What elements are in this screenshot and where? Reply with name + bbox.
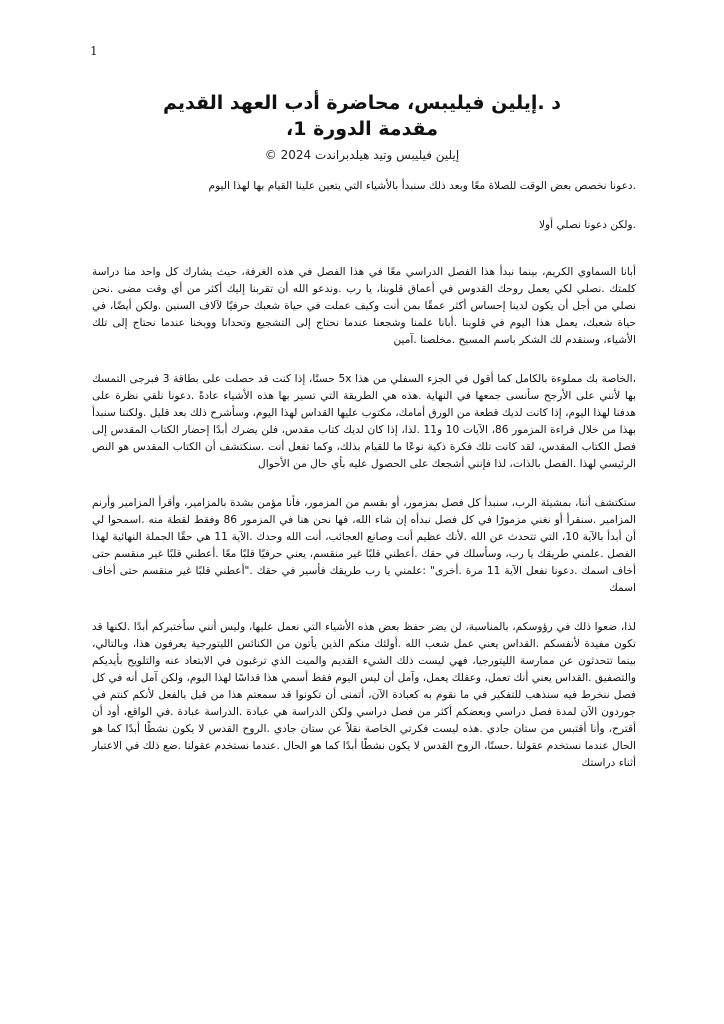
page-number: 1 xyxy=(90,44,98,58)
copyright-notice: إيلين فيليبس وتيد هيلدبراندت 2024 © xyxy=(264,148,460,162)
paragraph-card-and-psalm: ،الخاصة بك مملوءة بالكامل كما أقول في الجزء السفلي من هذا 5x حسنًا، إذا كنت قد حصلت على بطاقة 3 فبرجى التمسك بها لأنني على الأرجح سأنسى جمعها في النهاية .هذه هي الطريقة التي تسير بها هذه الأشياء عادةً .دعونا نلقي نظرة على هدفنا لهذا اليوم، إذا كانت لديك قطعة من الورق أمامك، مكتوب عليها القداس لهذا اليوم، وسأشرح ذلك بعد قليل .ولكننا سنبدأ بهذا من خلال قراءة المزمور 86، الآيات 10 و11 .لذا، إذا كان لديك كتاب مقدس، فلن يضرك أبدًا إحضار الكتاب المقدس إلى فصل الكتاب المقدس، لقد كانت تلك فكرة ذكية نوعًا ما للقيام بذلك، وكما تفعل أنت .سنكتشف أن الكتاب المقدس هو النص الرئيسي لهذا .الفصل بالذات، لذا فإنني أشجعك على الحصول عليه بأي حال من الأحوال xyxy=(92,373,636,470)
paragraph-intro: .دعونا نخصص بعض الوقت للصلاة معًا وبعد ذلك سنبدأ بالأشياء التي يتعين علينا القيام بها لهذا اليوم xyxy=(208,180,636,192)
paragraph-prayer: أبانا السماوي الكريم، بينما نبدأ هذا الفصل الدراسي معًا في هذا الفصل في هذه الغرفة، حيث يشارك كل واحد منا دراسة كلمتك .نصلي لكي يعمل روحك القدوس في أعماق قلوبنا، يا رب .وندعو الله أن تقربنا إليك أكثر من أي وقت مضى .نحن نصلي من أجل أن يكون لدينا إحساس أكثر عمقًا بمن أنت وكيف عملت في حياة شعبك حرفيًا لآلاف السنين .ولكن أيضًا، في حياة شعبك، يعمل هذا اليوم في قلوبنا .أبانا علمنا وشجعنا عندما نحتاج إلى التشجيع وتحدانا ووبخنا عندما نحتاج إلى تلك الأشياء، وسنقدم لك الشكر باسم المسيح .مخلصنا .آمين xyxy=(92,266,636,346)
paragraph-liturgy: لذا، ضعوا ذلك في رؤوسكم، بالمناسبة، لن يضر حفظ بعض هذه الأشياء التي نعمل عليها، وليس أنني سأختبركم أبدًا .لكنها قد تكون مفيدة لأنفسكم .القداس يعني عمل شعب الله .أولئك منكم الذين يأتون من الكنائس الليتورجية يعرفون هذا، وبالتالي، بينما تتحدثون عن ممارسة الليتورجيا، فهي ليست ذلك الشيء القديم والميت الذي ترغبون في الابتعاد عنه والتلويح بأيديكم والتصفيق .القداس يعني أنك تعمل، وعقلك يعمل، وآمل أن ليس اليوم فقط أسمي هذا قداسًا لهذا اليوم، ولكن آمل أنه في كل فصل ننخرط فيه سنذهب للتفكير في ما نقوم به كعبادة الآن، أتمنى أن تكونوا قد سمعتم هذا من قبل بالفعل لأنكم كنتم في جوردون الآن لمدة فصل دراسي وبعضكم أكثر من فصل دراسي ولكن الدراسة هي عبادة .الدراسة عبادة .في الواقع، أود أن أقترح، وأنا أقتبس من ستان جادي .هذه ليست فكرتي الخاصة نقلاً عن ستان جادي .الروح القدس لا يكون نشطًا أبدًا كما هو الحال عندما نستخدم عقولنا .حسنًا، الروح القدس لا يكون نشطًا أبدًا كما هو الحال .عندما نستخدم عقولنا .ضع ذلك في الاعتبار أثناء دراستك xyxy=(92,621,636,769)
paragraph-let-us-pray: .ولكن دعونا نصلي أولا xyxy=(539,219,636,231)
paragraph-psalm-86: ستكتشف أننا، بمشيئة الرب، سنبدأ كل فصل بمزمور، أو بقسم من المزمور، فأنا مؤمن بشدة بالمزامير، وأقرأ المزامير وأرنم المزامير .سنقرأ أو نغني مزمورًا في كل فصل نبدأه إن شاء الله، فها نحن هنا في المزمور 86 وفقط لقطة منه .اسمحوا لي أن أبدأ بالآية 10، التي تتحدث عن الله .لأنك عظيم أنت وصانع العجائب، أنت الله وحدك .الآية 11 هي حقًا الجملة النهائية لهذا الفصل .علمني طريقك يا رب، وسأسلك في حقك .أعطني قلبًا غير منقسم، يعني حرفيًا قلبًا معًا .أعطني قلبًا غير منقسم حتى أخاف اسمك .دعونا نفعل الآية 11 مرة .أخرى" :علمني يا رب طريقك فأسير في حقك ."أعطني قلبًا غير منقسم حتى أخاف اسمك xyxy=(92,497,636,594)
document-body xyxy=(92,178,636,794)
document-title-line-2: مقدمة الدورة 1، xyxy=(286,118,438,140)
document-title-line-1: د .إيلين فيليبس، محاضرة أدب العهد القديم xyxy=(162,92,562,114)
document-header xyxy=(80,90,644,164)
